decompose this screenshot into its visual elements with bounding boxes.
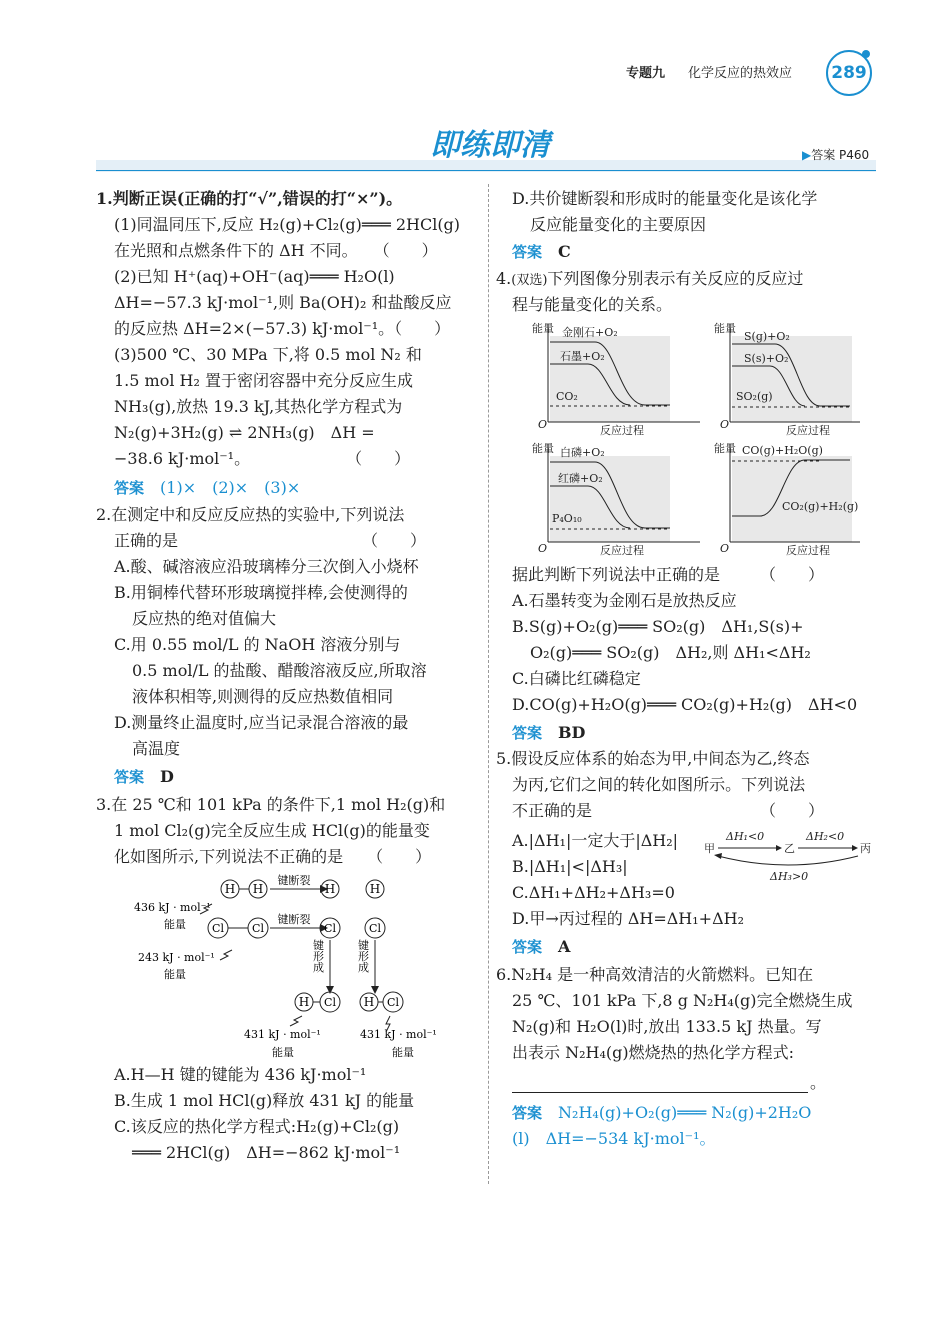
q2-option: 液体积相等,则测得的反应热数值相同 xyxy=(132,687,394,706)
q2-line: 正确的是 （ ） xyxy=(114,531,427,550)
q2-option: 高温度 xyxy=(132,739,181,758)
q1-line: 1.5 mol H₂ 置于密闭容器中充分反应生成 xyxy=(114,371,413,390)
break-label: 键断裂 xyxy=(277,913,311,926)
q1-line: (2)已知 H⁺(aq)+OH⁻(aq)═══ H₂O(l) xyxy=(114,267,395,286)
page-number: 289 xyxy=(826,50,872,96)
arrowhead-icon xyxy=(776,845,782,851)
q1-answer: 答案 (1)× (2)× (3)× xyxy=(114,478,301,497)
origin-label: O xyxy=(720,418,730,431)
state-label: 石墨+O₂ xyxy=(560,350,605,363)
page-dot-icon xyxy=(862,50,870,58)
atom-label: Cl xyxy=(387,996,399,1009)
arrowhead-icon xyxy=(714,853,722,859)
arrowhead-icon xyxy=(371,986,379,994)
form-label: 键形成 xyxy=(311,939,325,973)
q4-option: A.石墨转变为金刚石是放热反应 xyxy=(512,591,737,610)
q4-option: C.白磷比红磷稳定 xyxy=(512,669,641,688)
q6-answer: 答案 N₂H₄(g)+O₂(g)═══ N₂(g)+2H₂O xyxy=(512,1103,812,1122)
q3-option: B.生成 1 mol HCl(g)释放 431 kJ 的能量 xyxy=(114,1091,415,1110)
chart-phosphorus xyxy=(532,441,700,557)
q1-line: ΔH=−57.3 kJ·mol⁻¹,则 Ba(OH)₂ 和盐酸反应 xyxy=(114,293,452,312)
q2-option: B.用铜棒代替环形玻璃搅拌棒,会使测得的 xyxy=(114,583,408,602)
dh3-label: ΔH₃>0 xyxy=(770,870,809,882)
state-label: 白磷+O₂ xyxy=(560,446,605,459)
q3-option: C.该反应的热化学方程式:H₂(g)+Cl₂(g) xyxy=(114,1117,400,1136)
q1-line: 的反应热 ΔH=2×(−57.3) kJ·mol⁻¹。（ ） xyxy=(114,319,451,338)
atom-label: H xyxy=(224,882,236,896)
q4-line: 程与能量变化的关系。 xyxy=(512,295,673,314)
blank-end: 。 xyxy=(810,1073,827,1092)
q2-line: 2.在测定中和反应反应热的实验中,下列说法 xyxy=(96,505,405,524)
energy-label: 能量 xyxy=(164,918,186,931)
q5-line: 为丙,它们之间的转化如图所示。下列说法 xyxy=(512,775,806,794)
atom-label: H xyxy=(252,882,264,896)
q1-line: (3)500 ℃、30 MPa 下,将 0.5 mol N₂ 和 xyxy=(114,345,422,364)
wavy-arrow-icon xyxy=(290,1016,302,1026)
q3-answer: 答案 C xyxy=(512,242,571,261)
q3-option: A.H—H 键的键能为 436 kJ·mol⁻¹ xyxy=(114,1065,367,1084)
energy-label: 能量 xyxy=(272,1046,294,1059)
break-label: 键断裂 xyxy=(277,874,311,887)
q1-line: −38.6 kJ·mol⁻¹。 （ ） xyxy=(114,449,411,468)
state-jia: 甲 xyxy=(704,842,715,855)
q4-line: 据此判断下列说法中正确的是 （ ） xyxy=(512,565,825,584)
arrowhead-icon xyxy=(852,845,858,851)
state-bing: 丙 xyxy=(860,842,871,855)
x-axis-label: 反应过程 xyxy=(600,424,644,437)
q3-option: 反应能量变化的主要原因 xyxy=(530,215,707,234)
atom-label: H xyxy=(369,882,381,896)
q1-line: (1)同温同压下,反应 H₂(g)+Cl₂(g)═══ 2HCl(g) xyxy=(114,215,461,234)
chart-bg xyxy=(732,336,852,422)
q5-option: A.|ΔH₁|一定大于|ΔH₂| xyxy=(512,831,679,850)
q3-option: D.共价键断裂和形成时的能量变化是该化学 xyxy=(512,189,818,208)
q5-line: 5.假设反应体系的始态为甲,中间态为乙,终态 xyxy=(496,749,810,768)
y-axis-label: 能量 xyxy=(532,442,554,455)
x-axis-label: 反应过程 xyxy=(600,544,644,557)
atom-label: Cl xyxy=(324,922,336,935)
banner-line xyxy=(96,170,876,171)
atom-label: Cl xyxy=(369,922,381,935)
atom-label: Cl xyxy=(324,996,336,1009)
q1-line: 在光照和点燃条件下的 ΔH 不同。 （ ） xyxy=(114,241,438,260)
state-label: CO₂(g)+H₂(g) xyxy=(782,500,859,513)
x-axis-label: 反应过程 xyxy=(786,544,830,557)
energy-value: 243 kJ · mol⁻¹ xyxy=(138,951,215,964)
q6-line: 25 ℃、101 kPa 下,8 g N₂H₄(g)完全燃烧生成 xyxy=(512,991,853,1010)
q4-line: 4.(双选)下列图像分别表示有关反应的反应过 xyxy=(496,269,804,288)
dh2-label: ΔH₂<0 xyxy=(806,830,845,843)
q5-answer: 答案 A xyxy=(512,937,571,956)
q2-option: 0.5 mol/L 的盐酸、醋酸溶液反应,所取溶 xyxy=(132,661,427,680)
state-label: P₄O₁₀ xyxy=(552,512,582,525)
q6-line: 6.N₂H₄ 是一种高效清洁的火箭燃料。已知在 xyxy=(496,965,814,984)
arrow-icon: ▶ xyxy=(802,148,812,162)
state-label: 红磷+O₂ xyxy=(558,472,603,485)
state-label: CO₂ xyxy=(556,390,578,403)
answer-ref: ▶答案 P460 xyxy=(802,148,870,162)
atom-label: H xyxy=(363,995,375,1009)
state-label: SO₂(g) xyxy=(736,390,773,403)
q3-line: 3.在 25 ℃和 101 kPa 的条件下,1 mol H₂(g)和 xyxy=(96,795,446,814)
y-axis-label: 能量 xyxy=(714,442,736,455)
state-label: S(s)+O₂ xyxy=(744,352,789,365)
arrow-dh3 xyxy=(718,856,858,865)
atom-label: H xyxy=(298,995,310,1009)
energy-value: 431 kJ · mol⁻¹ xyxy=(360,1028,437,1041)
state-label: CO(g)+H₂O(g) xyxy=(742,444,823,457)
q1-line: NH₃(g),放热 19.3 kJ,其热化学方程式为 xyxy=(114,397,403,416)
origin-label: O xyxy=(720,542,730,555)
column-divider xyxy=(488,184,489,1184)
y-axis-label: 能量 xyxy=(714,322,736,335)
state-label: S(g)+O₂ xyxy=(744,330,790,343)
chart-diamond-graphite xyxy=(532,321,700,437)
q5-option: B.|ΔH₁|<|ΔH₃| xyxy=(512,857,628,876)
y-axis-label: 能量 xyxy=(532,322,554,335)
dh1-label: ΔH₁<0 xyxy=(726,830,765,843)
q4-option: B.S(g)+O₂(g)═══ SO₂(g) ΔH₁,S(s)+ xyxy=(512,617,804,636)
chart-bg xyxy=(550,336,670,422)
chart-sulfur xyxy=(714,321,860,437)
q2-option: A.酸、碱溶液应沿玻璃棒分三次倒入小烧杯 xyxy=(114,557,419,576)
q4-option: O₂(g)═══ SO₂(g) ΔH₂,则 ΔH₁<ΔH₂ xyxy=(530,643,811,662)
q4-option: D.CO(g)+H₂O(g)═══ CO₂(g)+H₂(g) ΔH<0 xyxy=(512,695,858,714)
chart-water-gas xyxy=(714,441,860,557)
banner-title: 即练即清 xyxy=(430,128,550,163)
q3-option: ═══ 2HCl(g) ΔH=−862 kJ·mol⁻¹ xyxy=(132,1143,401,1162)
bond-energy-diagram xyxy=(120,874,460,1064)
q3-line: 化如图所示,下列说法不正确的是 （ ） xyxy=(114,847,432,866)
q2-option: D.测量终止温度时,应当记录混合溶液的最 xyxy=(114,713,409,732)
q6-answer-cont: (l) ΔH=−534 kJ·mol⁻¹。 xyxy=(512,1129,716,1148)
q6-line: 出表示 N₂H₄(g)燃烧热的热化学方程式: xyxy=(512,1043,794,1062)
state-label: 金刚石+O₂ xyxy=(562,326,618,339)
energy-value: 431 kJ · mol⁻¹ xyxy=(244,1028,321,1041)
q5-option: D.甲→丙过程的 ΔH=ΔH₁+ΔH₂ xyxy=(512,909,745,928)
energy-value: 436 kJ · mol⁻¹ xyxy=(134,901,211,914)
energy-label: 能量 xyxy=(392,1046,414,1059)
chapter-title: 化学反应的热效应 xyxy=(688,66,793,81)
x-axis-label: 反应过程 xyxy=(786,424,830,437)
q2-answer: 答案 D xyxy=(114,767,174,786)
q5-option: C.ΔH₁+ΔH₂+ΔH₃=0 xyxy=(512,883,675,902)
state-transition-diagram xyxy=(700,826,876,882)
atom-label: Cl xyxy=(252,922,264,935)
answer-blank-line xyxy=(512,1092,808,1093)
origin-label: O xyxy=(538,418,548,431)
q1-line: N₂(g)+3H₂(g) ⇌ 2NH₃(g) ΔH = xyxy=(114,423,375,442)
topic-label: 专题九 xyxy=(626,66,666,81)
origin-label: O xyxy=(538,542,548,555)
wavy-arrow-icon xyxy=(220,950,232,960)
state-yi: 乙 xyxy=(784,842,795,855)
q3-line: 1 mol Cl₂(g)完全反应生成 HCl(g)的能量变 xyxy=(114,821,430,840)
q2-option: C.用 0.55 mol/L 的 NaOH 溶液分别与 xyxy=(114,635,401,654)
form-label: 键形成 xyxy=(356,939,370,973)
q1-line: 1.判断正误(正确的打“√”,错误的打“×”)。 xyxy=(96,189,403,208)
q5-line: 不正确的是 （ ） xyxy=(512,801,825,820)
q4-answer: 答案 BD xyxy=(512,723,586,742)
energy-profile-charts xyxy=(520,320,870,560)
q6-line: N₂(g)和 H₂O(l)时,放出 133.5 kJ 热量。写 xyxy=(512,1017,822,1036)
atom-label: Cl xyxy=(212,922,224,935)
energy-label: 能量 xyxy=(164,968,186,981)
atom-label: H xyxy=(324,882,336,896)
q2-option: 反应热的绝对值偏大 xyxy=(132,609,277,628)
